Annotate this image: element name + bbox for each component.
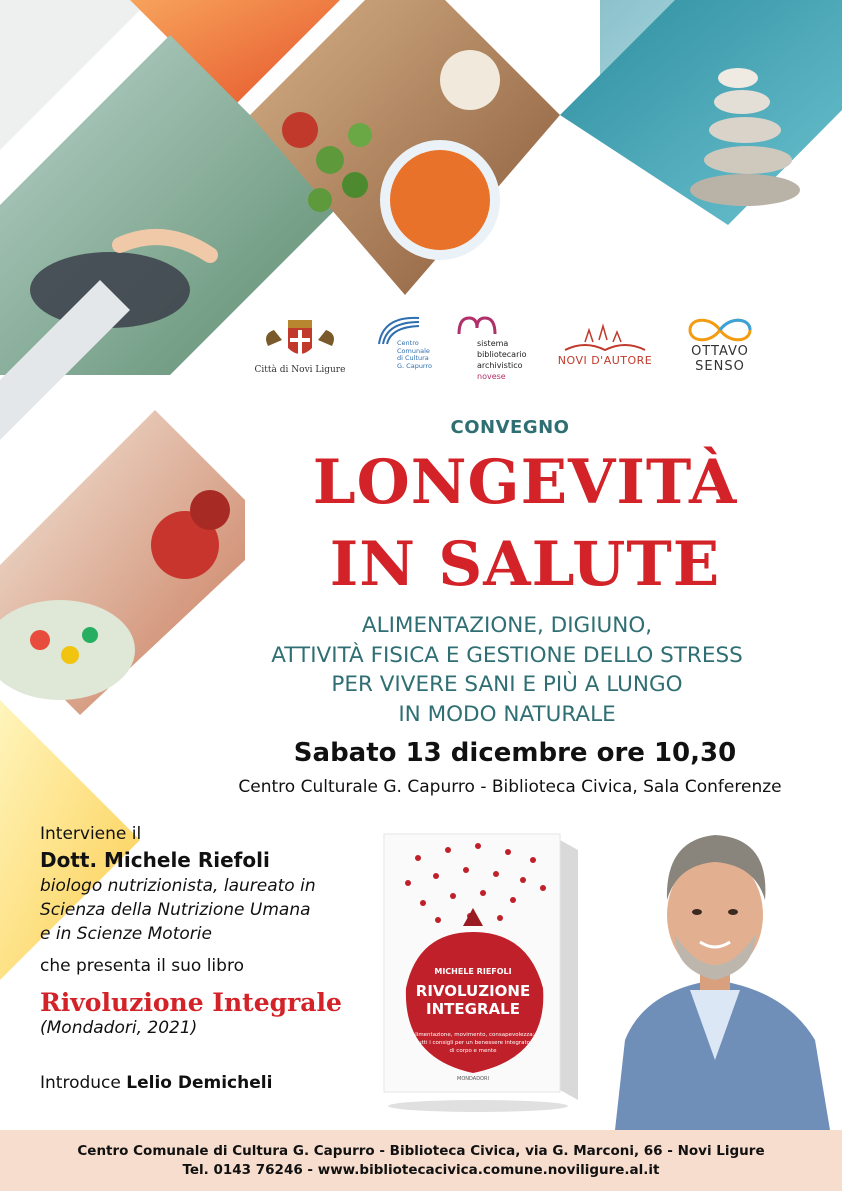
- logo-text-line: Centro: [397, 339, 419, 347]
- speaker-photo: [605, 820, 835, 1130]
- footer: [0, 1130, 842, 1191]
- book-publisher: (Mondadori, 2021): [40, 1018, 198, 1038]
- introducer-name: Lelio Demicheli: [126, 1073, 273, 1093]
- logo-novi-dautore: [550, 322, 660, 367]
- book-cover-publisher: MONDADORI: [457, 1076, 489, 1082]
- logo-text-line: G. Capurro: [397, 361, 433, 370]
- introducer-label: Introduce: [40, 1073, 121, 1093]
- logo-text-line: archivistico: [477, 361, 523, 370]
- speaker-present: che presenta il suo libro: [40, 956, 244, 976]
- subtitle-line: PER VIVERE SANI E PIÙ A LUNGO: [331, 672, 683, 697]
- book-cover-title-1: RIVOLUZIONE: [415, 982, 531, 1000]
- speaker-bio-line: Scienza della Nutrizione Umana: [40, 900, 311, 920]
- open-book-icon: [555, 322, 655, 354]
- book-cover-title-2: INTEGRALE: [426, 1000, 520, 1018]
- logo-text-line: di Cultura: [397, 354, 429, 362]
- book-cover-author: MICHELE RIEFOLI: [434, 967, 512, 976]
- logo-sistema-bibliotecario: [455, 314, 535, 382]
- coat-of-arms-icon: [258, 316, 342, 362]
- footer-address: Centro Comunale di Cultura G. Capurro - Biblioteca Civica, via G. Marconi, 66 - Novi Ligure: [77, 1143, 765, 1159]
- logo-ottavo-senso: [675, 316, 765, 374]
- speaker-bio-line: biologo nutrizionista, laureato in: [40, 876, 316, 896]
- subtitle-line: ATTIVITÀ FISICA E GESTIONE DELLO STRESS: [271, 642, 743, 668]
- logo-text-line: novese: [477, 372, 506, 381]
- speaker-name: Dott. Michele Riefoli: [40, 848, 270, 872]
- event-venue: Centro Culturale G. Capurro - Biblioteca Civica, Sala Conferenze: [238, 777, 782, 797]
- logo-caption: NOVI D'AUTORE: [557, 354, 653, 367]
- logo-text-line: OTTAVO: [691, 344, 749, 359]
- speaker-intro: Interviene il: [40, 824, 142, 844]
- logo-text-line: SENSO: [695, 359, 745, 374]
- sb-mark-icon: [455, 314, 499, 338]
- footer-contacts: Tel. 0143 76246 - www.bibliotecacivica.comune.noviligure.al.it: [182, 1162, 660, 1178]
- partner-logos: [250, 312, 770, 392]
- logo-citta-novi-ligure: [250, 316, 350, 375]
- book-title: Rivoluzione Integrale: [40, 988, 342, 1017]
- speaker-bio-line: e in Scienze Motorie: [40, 924, 212, 944]
- speaker-portrait: [605, 820, 835, 1130]
- book-cover-blurb: tutti i consigli per un benessere integrato: [415, 1040, 531, 1046]
- event-kind: CONVEGNO: [450, 417, 570, 438]
- book-cover: [378, 828, 588, 1113]
- title-line-2: IN SALUTE: [329, 529, 721, 600]
- logo-text-line: bibliotecario: [477, 350, 527, 359]
- logo-text-line: sistema: [477, 339, 509, 348]
- logo-caption: Città di Novi Ligure: [254, 365, 346, 375]
- logo-centro-capurro: [375, 312, 450, 370]
- book-cover-blurb: di corpo e mente: [449, 1048, 497, 1054]
- logo-text-line: Comunale: [397, 346, 430, 355]
- subtitle-line: IN MODO NATURALE: [398, 701, 616, 727]
- subtitle-line: ALIMENTAZIONE, DIGIUNO,: [361, 613, 653, 638]
- event-datetime: Sabato 13 dicembre ore 10,30: [293, 738, 737, 768]
- title-line-1: LONGEVITÀ: [312, 447, 738, 518]
- speaker-info: [40, 822, 400, 1093]
- infinity-icon: [684, 316, 756, 344]
- book-cover-blurb: Alimentazione, movimento, consapevolezza:: [411, 1032, 535, 1038]
- subtitle: [232, 611, 782, 729]
- introducer: [40, 1073, 400, 1093]
- book-cover-art: [378, 828, 588, 1113]
